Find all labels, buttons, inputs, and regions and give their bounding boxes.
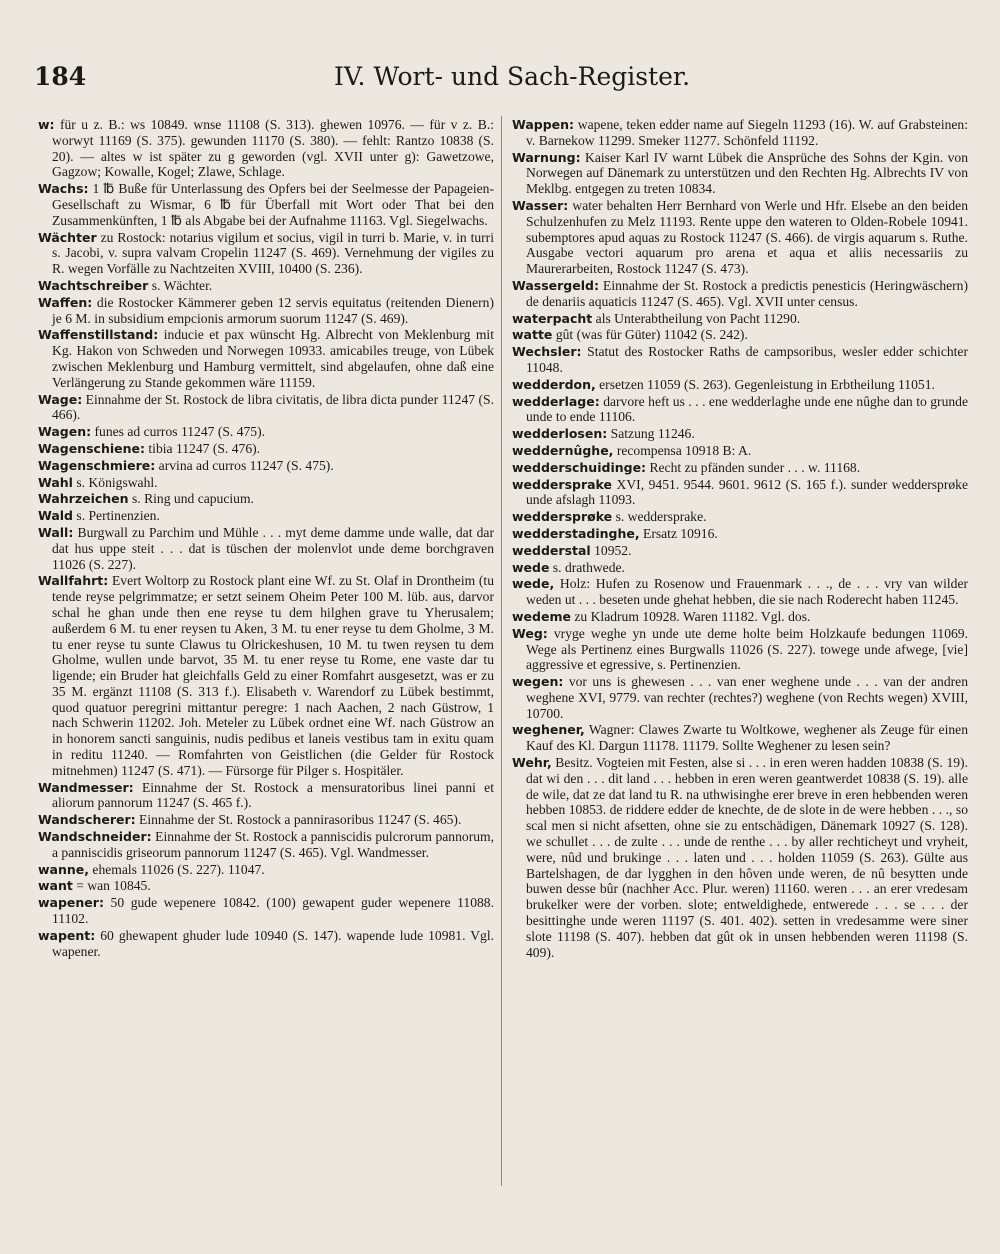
index-entry (512, 626, 968, 673)
entry-text: ehemals 11026 (S. 227). 11047. (89, 861, 265, 877)
index-entry (38, 812, 494, 828)
entry-text: XVI, 9451. 9544. 9601. 9612 (S. 165 f.). sunder weddersprøke unde afslagh 11093. (526, 476, 968, 508)
entry-text: Satzung 11246. (607, 426, 695, 442)
entry-text: Statut des Rostocker Raths de campsoribus, wesler edder schichter 11048. (526, 344, 968, 375)
entry-text: zu Rostock: notarius vigilum et socius, vigil in turri b. Marie, v. in turri s. Jacobi, v. supra valvam Cropelin 11247 (S. 469). Vernehmung der vigiles zu R. wegen Vorfälle zu Nachtzeiten XVIII, 10400 (S. 236). (52, 229, 494, 277)
index-entry (512, 674, 968, 721)
index-entry (38, 780, 494, 812)
entry-text: s. Pertinenzien. (73, 508, 160, 524)
entry-text: Ersatz 10916. (639, 525, 718, 541)
index-entry (512, 117, 968, 149)
index-entry (38, 181, 494, 228)
entry-text: ersetzen 11059 (S. 263). Gegenleistung in Erbtheilung 11051. (595, 376, 935, 392)
entry-term: Wehr, (512, 755, 552, 771)
entry-text: 1 ℔ Buße für Unterlassung des Opfers bei der Seelmesse der Papageien-Gesellschaft zu Wismar, 6 ℔ für Überfall mit Wort oder That bei den Zusammenkünften, 1 ℔ als Abgabe bei der Aufnahme 11163. Vgl. Siegelwachs. (52, 181, 494, 228)
index-entry (512, 198, 968, 277)
index-entry (38, 392, 494, 424)
entry-text: die Rostocker Kämmerer geben 12 servis equitatus (reitenden Dienern) je 6 M. in subsidium empcionis armorum suorum 11247 (S. 469). (52, 294, 494, 326)
entry-text: tibia 11247 (S. 476). (145, 440, 261, 456)
entry-term: Wallfahrt: (38, 573, 109, 589)
entry-term: Wandschneider: (38, 829, 152, 845)
entry-text: funes ad curros 11247 (S. 475). (91, 424, 266, 440)
index-entry (512, 509, 968, 525)
entry-term: watte (512, 327, 553, 343)
entry-term: Warnung: (512, 149, 581, 165)
entry-term: Weg: (512, 625, 548, 641)
index-entry (512, 755, 968, 960)
index-entry (512, 609, 968, 625)
left-column (38, 117, 494, 960)
entry-term: Wachs: (38, 181, 89, 197)
entry-text: Evert Woltorp zu Rostock plant eine Wf. zu St. Olaf in Drontheim (tu tende reyse pelgrimmatze; er setzt seinem Oheim Peter 100 M. lüb. aus, darvor schal he ghan unde then ene reyse tu dem hilghen grave tu Yherusalem; außerdem 6 M. tu ener reysen tu Aken, 3 M. tu ener reyse tu dem Gholme, 3 M. tu ener reyse tu sunte Clawus tu Olrickeshusen, 10 M. tu twen reysen tu dem Gholme, wullen unde barvot, 35 M. tu ener reyse tu Rome, ene vaste dar tu ligende; ein Bruder hat gleichfalls Geld zu einer Romfahrt ausgesetzt, was er zu 35 M. ergänzt 11108 (S. 313 f.). Elisabeth v. Warendorf zu Lübek bestimmt, quod quatuor peregrini mittantur peregre: 1 nach Aachen, 2 nach Güstrow, 1 nach Schwerin 11202. Joh. Meteler zu Lübek ordnet eine Wf. nach Güstrow an in honorem sancti sanguinis, nudis pedibus et laneis vestibus tam in exitu quam in reditu 11240. — Romfahrten von Geistlichen (die Gelder für Rostock mitnehmen) 11247 (S. 471). — Fürsorge für Pilger s. Hospitäler. (52, 573, 494, 778)
entry-text: Kaiser Karl IV warnt Lübek die Ansprüche des Sohns der Kgin. von Norwegen auf Dänemark zu unterstützen und den Rechten Hg. Albrechts IV von Meklbg. entgegen zu treten 10834. (526, 149, 968, 197)
entry-term: Wassergeld: (512, 277, 599, 293)
entry-text: recompensa 10918 B: A. (613, 442, 752, 458)
entry-text: Recht zu pfänden sunder . . . w. 11168. (646, 459, 861, 475)
entry-text: 10952. (590, 542, 632, 558)
entry-text: Holz: Hufen zu Rosenow und Frauenmark . . ., de . . . vry van wilder weden ut . . . beseten unde ghehat hebben, die sie nach Roderecht haben 11245. (526, 576, 968, 608)
entry-term: weddersprake (512, 476, 613, 492)
page-header (34, 62, 968, 96)
entry-text: s. drathwede. (549, 559, 625, 575)
entry-text: Besitz. Vogteien mit Festen, alse si . . . in eren weren hadden 10838 (S. 19). dat wi den . . . dit land . . . hebben in eren weren geantwerdet 10838 (S. 19). alle de wile, dat ze dat land tu R. na uthwisinghe erer breve in eren hebbenden weren hebben 10853. de riddere edder de knechte, de de slote in de were hebben . . ., so scal men si nicht afsetten, ohne sie zu entschädigen, Dänemark 10927 (S. 128). we schullet . . . de zulte . . . unde de renthe . . . by aller rechticheyt und vryheit, were, nûd und brukinge . . . laten und . . . holden 11059 (S. 263). Gülte aus Bartelshagen, de dar lygghen in den hôven unde weren, de nû besytten unde buwen desse bûr (nachher Acc. Plur. weren) 11160. weren . . . an erer vredesam brukelker were der vorben. slote; entweldighede, entwerede . . . se . . . der besittinghe unde weren 11197 (S. 401. 402). setten in vredesamme were siner slote 11198 (S. 407). hebben dat gût ok in unsen hebbenden weren 11198 (S. 409). (526, 755, 968, 960)
index-entry (38, 441, 494, 457)
running-title: IV. Wort- und Sach-Register. (334, 62, 691, 91)
entry-term: Wall: (38, 524, 74, 540)
index-entry (512, 560, 968, 576)
index-entry (38, 230, 494, 277)
index-entry (512, 443, 968, 459)
entry-term: wedderlosen: (512, 426, 608, 442)
entry-term: Wechsler: (512, 344, 582, 360)
entry-term: wapener: (38, 895, 104, 911)
entry-text: Einnahme der St. Rostock a mensuratoribus linei panni et aliorum pannorum 11247 (S. 465 f.). (52, 779, 494, 811)
entry-text: s. Ring und capucium. (128, 491, 254, 507)
index-entry (38, 458, 494, 474)
index-entry (38, 295, 494, 327)
index-entry (38, 829, 494, 861)
index-entry (512, 722, 968, 754)
index-entry (38, 491, 494, 507)
entry-text: 50 gude wepenere 10842. (100) gewapent guder wepenere 11088. 11102. (52, 895, 494, 927)
entry-term: weddersprøke (512, 509, 613, 525)
index-entry (38, 475, 494, 491)
entry-term: Wachtschreiber (38, 277, 149, 293)
entry-text: inducie et pax wünscht Hg. Albrecht von Meklenburg mit Kg. Hakon von Schweden und Norwegen 10933. amicabiles treuge, von Lübek zwischen Meklenburg und Hamburg vermittelt, sind abgelaufen, ohne daß eine Verlängerung zu Stande gekommen wäre 11159. (52, 327, 494, 390)
entry-term: waterpacht (512, 310, 593, 326)
entry-term: Waffen: (38, 294, 93, 310)
index-entry (38, 327, 494, 390)
entry-term: Wandmesser: (38, 779, 134, 795)
entry-term: wedderdon, (512, 376, 596, 392)
entry-text: arvina ad curros 11247 (S. 475). (155, 457, 334, 473)
entry-text: zu Kladrum 10928. Waren 11182. Vgl. dos. (570, 608, 811, 624)
entry-term: want (38, 878, 73, 894)
entry-term: Wagenschmiere: (38, 457, 156, 473)
entry-term: wedeme (512, 608, 571, 624)
entry-text: s. weddersprake. (612, 509, 707, 525)
entry-text: gût (was für Güter) 11042 (S. 242). (552, 327, 748, 343)
index-entry (512, 377, 968, 393)
entry-term: w: (38, 117, 55, 132)
entry-text: Einnahme der St. Rostock de libra civitatis, de libra dicta punder 11247 (S. 466). (52, 391, 494, 423)
index-entry (38, 573, 494, 778)
entry-term: wanne, (38, 861, 90, 877)
index-entry (512, 526, 968, 542)
index-entry (512, 460, 968, 476)
index-entry (38, 895, 494, 927)
entry-term: Waffenstillstand: (38, 327, 159, 343)
index-entry (512, 344, 968, 376)
index-entry (512, 477, 968, 509)
index-entry (38, 424, 494, 440)
entry-text: vor uns is ghewesen . . . van ener weghene unde . . . van der andren weghene XVI, 9779. van rechter (rechtes?) weghene (von Rechts wegen) XVIII, 10700. (526, 674, 968, 721)
entry-term: Wappen: (512, 117, 575, 132)
entry-text: vryge weghe yn unde ute deme holte beim Holzkaufe bedungen 11069. Wege als Pertinenz eines Burgwalls 11026 (S. 227). towege unde afwege, [vie] aggressive et egressive, s. Pertinenzien. (526, 625, 968, 673)
index-entry (512, 327, 968, 343)
entry-term: wedderstadinghe, (512, 525, 640, 541)
index-entry (512, 311, 968, 327)
right-column (512, 117, 968, 961)
entry-term: Wahrzeichen (38, 491, 129, 507)
entry-term: wedderschuidinge: (512, 459, 647, 475)
entry-term: wapent: (38, 927, 96, 943)
index-entry (512, 150, 968, 197)
entry-term: Wage: (38, 391, 83, 407)
entry-text: für u z. B.: ws 10849. wnse 11108 (S. 313). ghewen 10976. — für v z. B.: worwyt 11169 (S. 375). gewunden 11170 (S. 380). — fehlt: Rantzo 10838 (S. 20). — altes w ist später zu g geworden (vgl. XVII unter g): Gawetzowe, Gagzow; Kowalle, Kogel; Zlawe, Schlage. (52, 117, 494, 180)
entry-term: wedderlage: (512, 393, 600, 409)
entry-term: wede (512, 559, 550, 575)
entry-text: Einnahme der St. Rostock a predictis penesticis (Heringwäschern) de denariis aquaticis 11247 (S. 465). Vgl. XVII unter census. (526, 277, 968, 309)
page-number: 184 (34, 62, 87, 91)
index-entry (512, 278, 968, 310)
index-entry (38, 878, 494, 894)
entry-text: Burgwall zu Parchim und Mühle . . . myt deme damme unde walle, dat dar dat hus uppe steit . . . dat is tüschen der molenvlot unde deme borchgraven 11026 (S. 227). (52, 524, 494, 572)
index-entry (38, 508, 494, 524)
entry-term: weddernûghe, (512, 442, 614, 458)
entry-term: Wald (38, 508, 74, 524)
entry-term: Wagen: (38, 424, 92, 440)
entry-text: water behalten Herr Bernhard von Werle und Hfr. Elsebe an den beiden Schulzenhufen zu Melz 11193. Rente uppe den wateren to Olden-Robele 10941. subemptores apud aquas zu Rostock 11247 (S. 466). de virgis aquarum s. Ruthe. Ausgabe vectori aquarum pro arena et aqua et aliis necessariis zu Maurerarbeiten, Rostock 11247 (S. 473). (526, 197, 968, 277)
entry-term: wede, (512, 576, 555, 592)
index-entry (38, 862, 494, 878)
column-divider (501, 116, 502, 1186)
entry-term: Wächter (38, 229, 97, 245)
entry-text: wapene, teken edder name auf Siegeln 11293 (16). W. auf Grabsteinen: v. Barnekow 11299. Smeker 11277. Schönfeld 11192. (526, 117, 968, 148)
entry-text: als Unterabtheilung von Pacht 11290. (592, 310, 801, 326)
index-entry (512, 394, 968, 426)
index-entry (38, 525, 494, 572)
entry-term: Wahl (38, 474, 73, 490)
entry-term: wedderstal (512, 542, 591, 558)
entry-text: = wan 10845. (72, 878, 151, 894)
index-entry (512, 543, 968, 559)
entry-text: 60 ghewapent ghuder lude 10940 (S. 147). wapende lude 10981. Vgl. wapener. (52, 927, 494, 959)
entry-text: darvore heft us . . . ene wedderlaghe unde ene nûghe dan to grunde unde to ende 11106. (526, 393, 968, 425)
entry-text: s. Wächter. (148, 277, 213, 293)
entry-term: weghener, (512, 722, 585, 738)
entry-text: Einnahme der St. Rostock a pannirasoribus 11247 (S. 465). (135, 812, 462, 828)
entry-term: Wandscherer: (38, 812, 136, 828)
entry-text: s. Königswahl. (72, 474, 158, 490)
index-entry (38, 928, 494, 960)
entry-term: Wasser: (512, 197, 569, 213)
entry-term: wegen: (512, 674, 564, 690)
index-entry (38, 278, 494, 294)
entry-term: Wagenschiene: (38, 440, 145, 456)
entry-text: Wagner: Clawes Zwarte tu Woltkowe, weghener als Zeuge für einen Kauf des Kl. Dargun 11178. 11179. Sollte Weghener zu lesen sein? (526, 722, 968, 754)
index-entry (38, 117, 494, 180)
index-entry (512, 426, 968, 442)
index-entry (512, 576, 968, 608)
entry-text: Einnahme der St. Rostock a panniscidis pulcrorum pannorum, a panniscidis griseorum pannorum 11247 (S. 465). Vgl. Wandmesser. (52, 829, 494, 860)
